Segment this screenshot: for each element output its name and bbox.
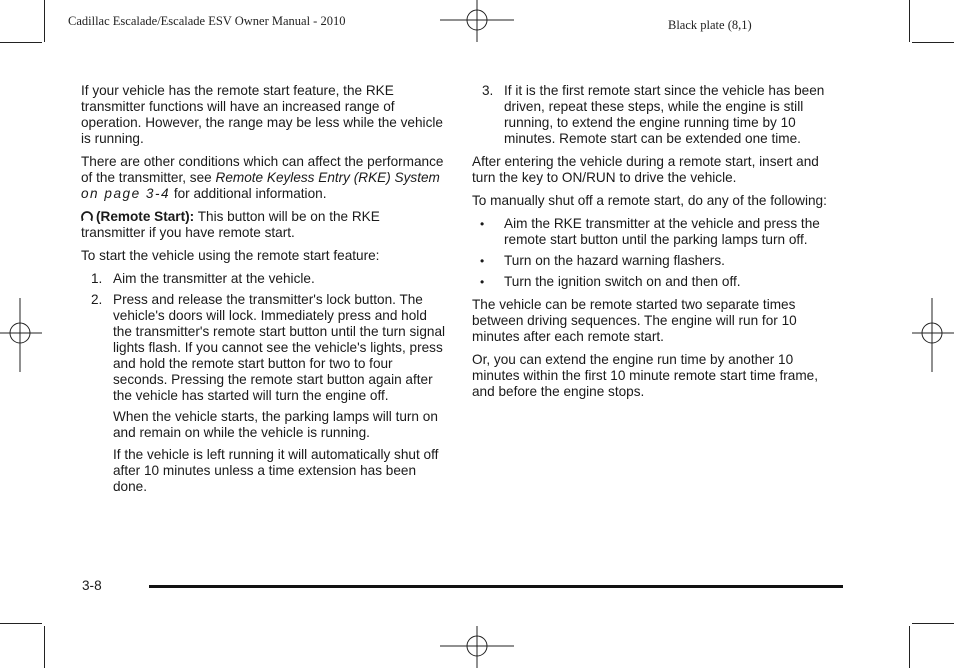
start-instructions-intro: To start the vehicle using the remote start feature: — [81, 248, 380, 263]
bullet-text: Aim the RKE transmitter at the vehicle and press the remote start button until the parking lamps turn off. — [504, 216, 820, 247]
bullet-item — [472, 274, 832, 290]
extend-run-time-paragraph: Or, you can extend the engine run time by another 10 minutes within the first 10 minute remote start time frame, and before the engine stops. — [472, 352, 819, 399]
step-item — [81, 271, 447, 287]
step-text: Aim the transmitter at the vehicle. — [113, 271, 315, 286]
manual-title: Cadillac Escalade/Escalade ESV Owner Manual - 2010 — [68, 14, 346, 28]
bullet-icon: • — [480, 217, 485, 231]
crop-mark-bottom-right-h — [912, 623, 954, 624]
step-item — [472, 83, 832, 147]
bullet-icon: • — [480, 275, 485, 289]
remote-start-icon — [81, 210, 93, 222]
step-number: 3. — [482, 83, 494, 98]
bullet-item — [472, 253, 832, 269]
other-conditions-text-end: for additional information. — [170, 186, 327, 201]
bullet-text: Turn on the hazard warning flashers. — [504, 253, 725, 268]
right-column — [472, 83, 832, 407]
crop-mark-bottom-right-v — [909, 626, 910, 668]
bullet-icon: • — [480, 254, 485, 268]
remote-start-description: This button will be on the RKE transmitter if you have remote start. — [81, 209, 380, 240]
crop-mark-top-left-h — [0, 42, 42, 43]
step-item — [81, 292, 447, 404]
other-conditions-paragraph — [81, 154, 447, 202]
bullet-item — [472, 216, 832, 248]
page-number: 3-8 — [82, 578, 102, 593]
footer-rule — [149, 585, 843, 588]
rke-system-link[interactable]: Remote Keyless Entry (RKE) System on page 3-4 — [81, 170, 440, 201]
step-text: Press and release the transmitter's lock button. The vehicle's doors will lock. Immediately press and hold the transmitter's remote start button until the turn signal lights flash. If you cannot see the vehicle's lights, press and hold the remote start button for two to four seconds. Pressing the remote start button again after the vehicle has started will turn the engine off. — [113, 292, 446, 403]
after-entering-paragraph: After entering the vehicle during a remote start, insert and turn the key to ON/RUN to drive the vehicle. — [472, 154, 819, 185]
crop-mark-top-right-h — [912, 42, 954, 43]
step-number: 1. — [91, 271, 103, 286]
step-text: If it is the first remote start since the vehicle has been driven, repeat these steps, while the engine is still running, to extend the engine running time by 10 minutes. Remote start can be extended one time. — [504, 83, 825, 146]
two-separate-times-paragraph: The vehicle can be remote started two separate times between driving sequences. The engine will run for 10 minutes after each remote start. — [472, 297, 797, 344]
remote-start-label: (Remote Start): — [96, 209, 195, 224]
crop-mark-bottom-left-v — [44, 626, 45, 668]
crop-mark-top-right-v — [909, 0, 910, 42]
crop-mark-bottom-left-h — [0, 623, 42, 624]
registration-mark-bottom — [440, 626, 514, 668]
vehicle-starts-note: When the vehicle starts, the parking lamps will turn on and remain on while the vehicle is running. — [113, 409, 438, 440]
auto-shutoff-note: If the vehicle is left running it will automatically shut off after 10 minutes unless a time extension has been done. — [113, 447, 439, 494]
plate-label: Black plate (8,1) — [668, 18, 752, 32]
remote-start-range-paragraph: If your vehicle has the remote start feature, the RKE transmitter functions will have an increased range of operation. However, the range may be less while the vehicle is running. — [81, 83, 443, 146]
crop-mark-top-left-v — [44, 0, 45, 42]
registration-mark-left — [0, 298, 42, 372]
registration-mark-right — [912, 298, 954, 372]
manual-shutoff-intro: To manually shut off a remote start, do any of the following: — [472, 193, 827, 208]
remote-start-button-paragraph — [81, 209, 447, 241]
bullet-text: Turn the ignition switch on and then off. — [504, 274, 741, 289]
step-number: 2. — [91, 292, 103, 307]
registration-mark-top — [440, 0, 514, 44]
left-column — [81, 83, 447, 501]
other-conditions-text: There are other conditions which can affect the performance of the transmitter, see — [81, 154, 444, 185]
